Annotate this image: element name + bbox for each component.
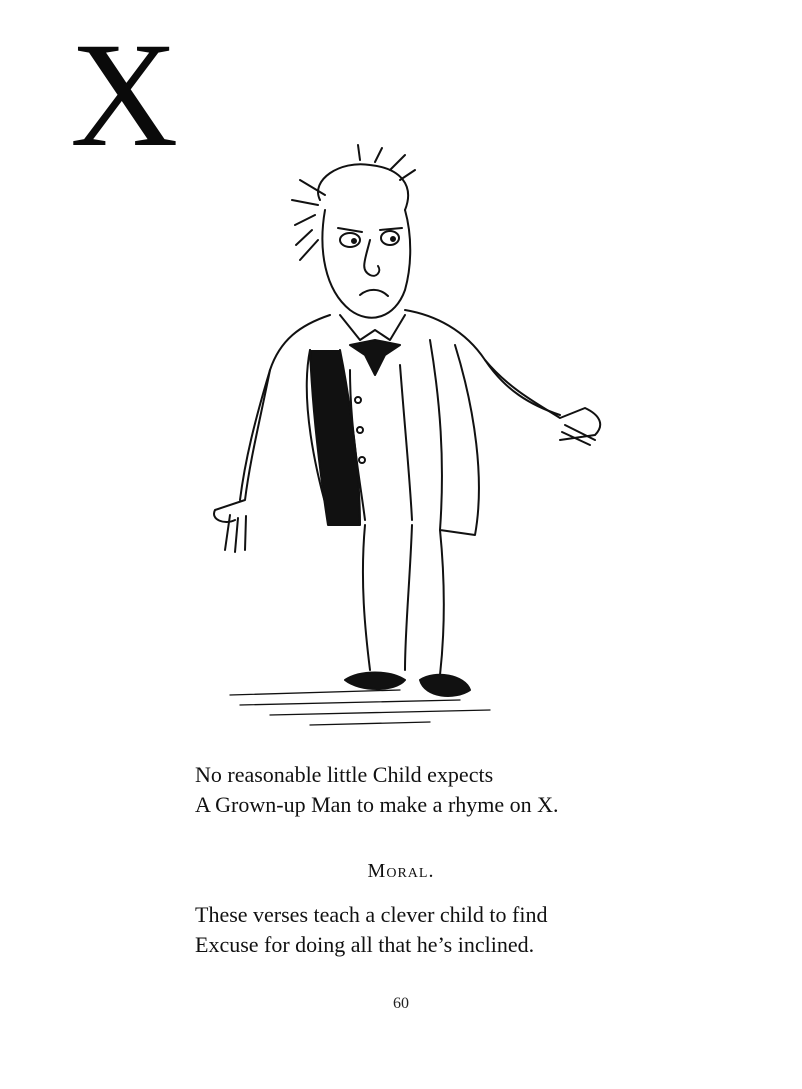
moral-line-1: These verses teach a clever child to find <box>195 902 548 927</box>
moral-line-2: Excuse for doing all that he’s inclined. <box>195 932 535 957</box>
moral-heading <box>0 860 802 883</box>
drop-letter: X <box>70 12 179 178</box>
page-number: 60 <box>393 995 409 1012</box>
grown-up-man-shrugging-illustration <box>200 140 620 740</box>
verse-line-2: A Grown-up Man to make a rhyme on X. <box>195 792 559 817</box>
moral-heading-text: Moral. <box>367 860 435 882</box>
verse-line-1: No reasonable little Child expects <box>195 762 494 787</box>
